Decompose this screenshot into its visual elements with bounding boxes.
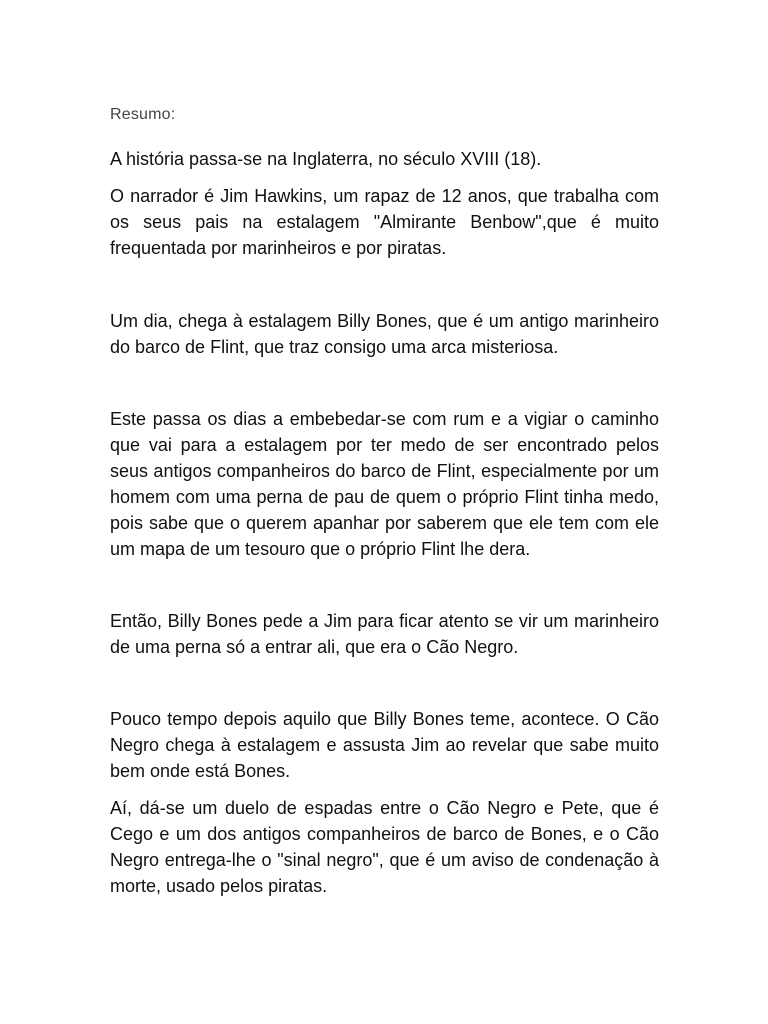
summary-heading: Resumo: (110, 106, 176, 123)
paragraph-setting: A história passa-se na Inglaterra, no século XVIII (18). (110, 149, 542, 169)
paragraph-narrator: O narrador é Jim Hawkins, um rapaz de 12 anos, que trabalha com os seus pais na estalagem "Almirante Benbow",que é muito frequentada por marinheiros e por piratas. (110, 186, 659, 258)
paragraph-billy-bones-fear: Este passa os dias a embebedar-se com rum e a vigiar o caminho que vai para a estalagem por ter medo de ser encontrado pelos seus antigos companheiros do barco de Flint, especialmente por um homem com uma perna de pau de quem o próprio Flint tinha medo, pois sabe que o querem apanhar por saberem que ele tem com ele um mapa de um tesouro que o próprio Flint lhe dera. (110, 409, 659, 559)
paragraph-warning-jim: Então, Billy Bones pede a Jim para ficar atento se vir um marinheiro de uma perna só a entrar ali, que era o Cão Negro. (110, 611, 659, 657)
paragraph-black-dog-arrives: Pouco tempo depois aquilo que Billy Bones teme, acontece. O Cão Negro chega à estalagem e assusta Jim ao revelar que sabe muito bem onde está Bones. (110, 709, 659, 781)
paragraph-billy-bones-arrives: Um dia, chega à estalagem Billy Bones, que é um antigo marinheiro do barco de Flint, que traz consigo uma arca misteriosa. (110, 311, 659, 357)
document-page (110, 104, 659, 899)
paragraph-duel: Aí, dá-se um duelo de espadas entre o Cão Negro e Pete, que é Cego e um dos antigos companheiros de barco de Bones, e o Cão Negro entrega-lhe o "sinal negro", que é um aviso de condenação à morte, usado pelos piratas. (110, 798, 659, 896)
